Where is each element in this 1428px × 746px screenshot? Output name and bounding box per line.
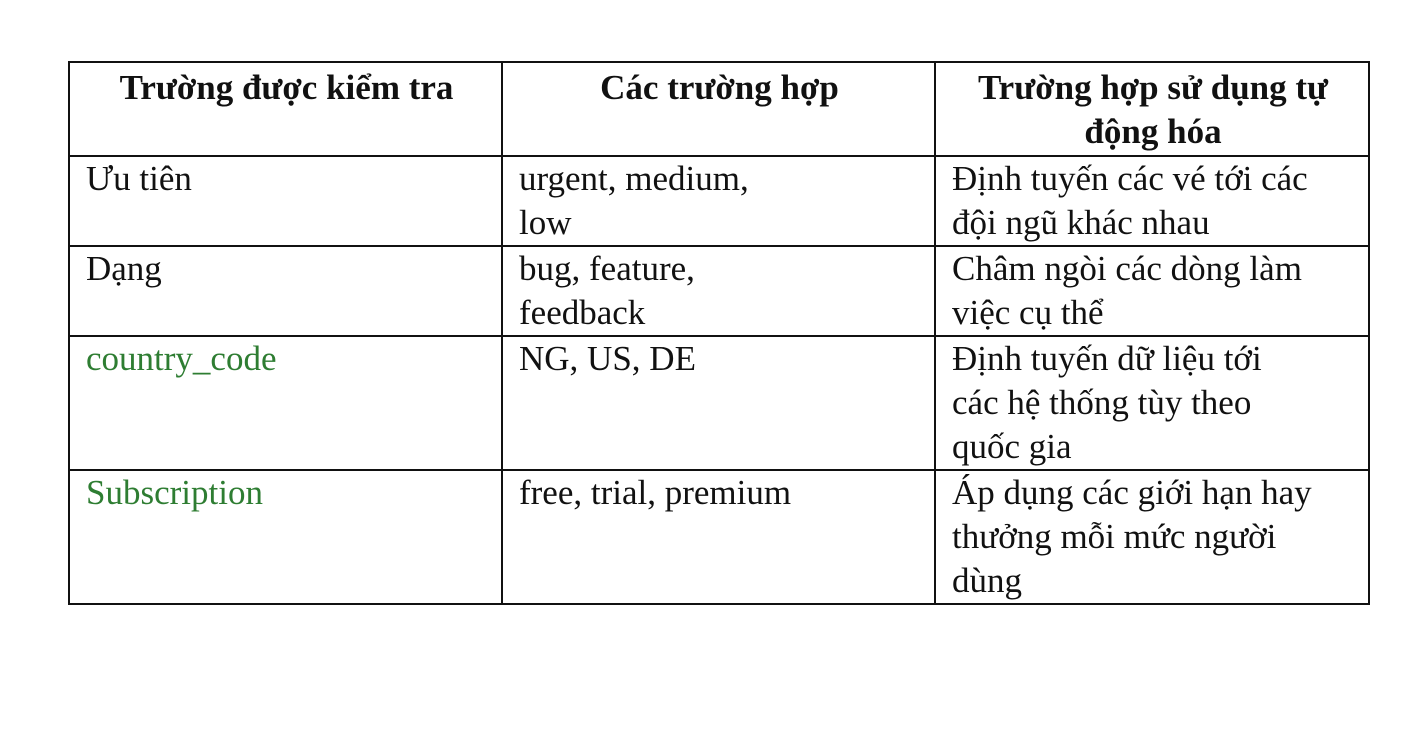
table-row: [69, 470, 1369, 604]
usage-priority: Định tuyến các vé tới các đội ngũ khác nhau: [952, 159, 1308, 242]
header-automation-usage: [935, 62, 1369, 156]
automation-fields-table: [68, 61, 1370, 605]
cell-usage: [935, 336, 1369, 470]
cell-field: [69, 156, 502, 246]
table-header-row: [69, 62, 1369, 156]
cases-subscription: free, trial, premium: [519, 473, 792, 512]
usage-subscription: Áp dụng các giới hạn hay thưởng mỗi mức người dùng: [952, 473, 1312, 600]
header-cases: [502, 62, 935, 156]
cell-cases: [502, 156, 935, 246]
cell-usage: [935, 246, 1369, 336]
field-country-code: country_code: [86, 339, 277, 378]
field-type: Dạng: [86, 249, 162, 288]
cases-country-code: NG, US, DE: [519, 339, 696, 378]
field-priority: Ưu tiên: [86, 159, 192, 198]
cell-cases: [502, 246, 935, 336]
cell-field: [69, 246, 502, 336]
field-subscription: Subscription: [86, 473, 263, 512]
cell-cases: [502, 336, 935, 470]
cases-type: bug, feature, feedback: [519, 249, 695, 332]
usage-country-code: Định tuyến dữ liệu tới các hệ thống tùy theo quốc gia: [952, 339, 1262, 466]
header-tested-field-text: Trường được kiểm tra: [119, 68, 454, 107]
header-cases-text: Các trường hợp: [600, 68, 839, 107]
cell-usage: [935, 470, 1369, 604]
usage-type: Châm ngòi các dòng làm việc cụ thể: [952, 249, 1302, 332]
header-tested-field: [69, 62, 502, 156]
cell-cases: [502, 470, 935, 604]
cell-field: [69, 470, 502, 604]
header-automation-usage-text: Trường hợp sử dụng tự động hóa: [977, 68, 1329, 151]
cell-field: [69, 336, 502, 470]
cell-usage: [935, 156, 1369, 246]
table-row: [69, 336, 1369, 470]
table-row: [69, 156, 1369, 246]
table-row: [69, 246, 1369, 336]
cases-priority: urgent, medium, low: [519, 159, 749, 242]
